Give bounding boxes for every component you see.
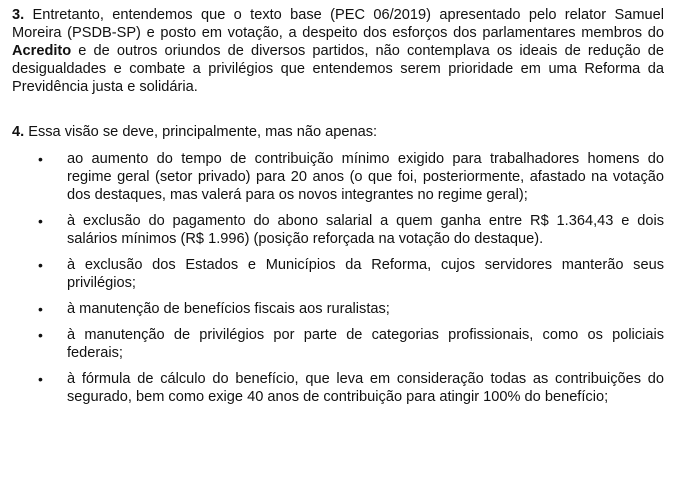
paragraph-number: 3. [12,7,25,23]
list-item [0,370,684,406]
bullet-icon: • [38,151,43,167]
bullet-icon: • [38,371,43,387]
paragraph-3 [12,6,664,96]
list-item [0,256,684,292]
list-item [0,150,684,204]
party-name: Acredito [12,43,72,59]
list-item-text: à exclusão dos Estados e Municípios da Reforma, cujos servidores manterão seus privilégios; [67,257,664,291]
bullet-icon: • [38,213,43,229]
bullet-icon: • [38,327,43,343]
paragraph-text: e de outros oriundos de diversos partidos, não contemplava os ideais de redução de desigualdades e combate a privilégios que entendemos serem prioridade em uma Reforma da Previdência justa e solidária. [12,43,664,95]
list-item [0,300,684,318]
list-item-text: à exclusão do pagamento do abono salarial a quem ganha entre R$ 1.364,43 e dois salários mínimos (R$ 1.996) (posição reforçada na votação do destaque). [67,213,664,247]
paragraph-number: 4. [12,124,25,140]
list-item-text: à manutenção de privilégios por parte de categorias profissionais, como os policiais federais; [67,327,664,361]
paragraph-text: Essa visão se deve, principalmente, mas não apenas: [24,124,378,140]
list-item [0,326,684,362]
paragraph-4 [12,123,664,141]
paragraph-text: Entretanto, entendemos que o texto base (PEC 06/2019) apresentado pelo relator Samuel Moreira (PSDB-SP) e posto em votação, a despeito dos esforços dos parlamentares membros do [12,7,664,41]
list-item [0,212,684,248]
list-item-text: ao aumento do tempo de contribuição mínimo exigido para trabalhadores homens do regime geral (setor privado) para 20 anos (o que foi, posteriormente, afastado na votação dos destaques, mas valerá para os novos integrantes no regime geral); [67,151,664,203]
bullet-list [0,150,684,414]
bullet-icon: • [38,301,43,317]
bullet-icon: • [38,257,43,273]
list-item-text: à fórmula de cálculo do benefício, que leva em consideração todas as contribuições do segurado, bem como exige 40 anos de contribuição para atingir 100% do benefício; [67,371,664,405]
list-item-text: à manutenção de benefícios fiscais aos ruralistas; [67,301,390,317]
